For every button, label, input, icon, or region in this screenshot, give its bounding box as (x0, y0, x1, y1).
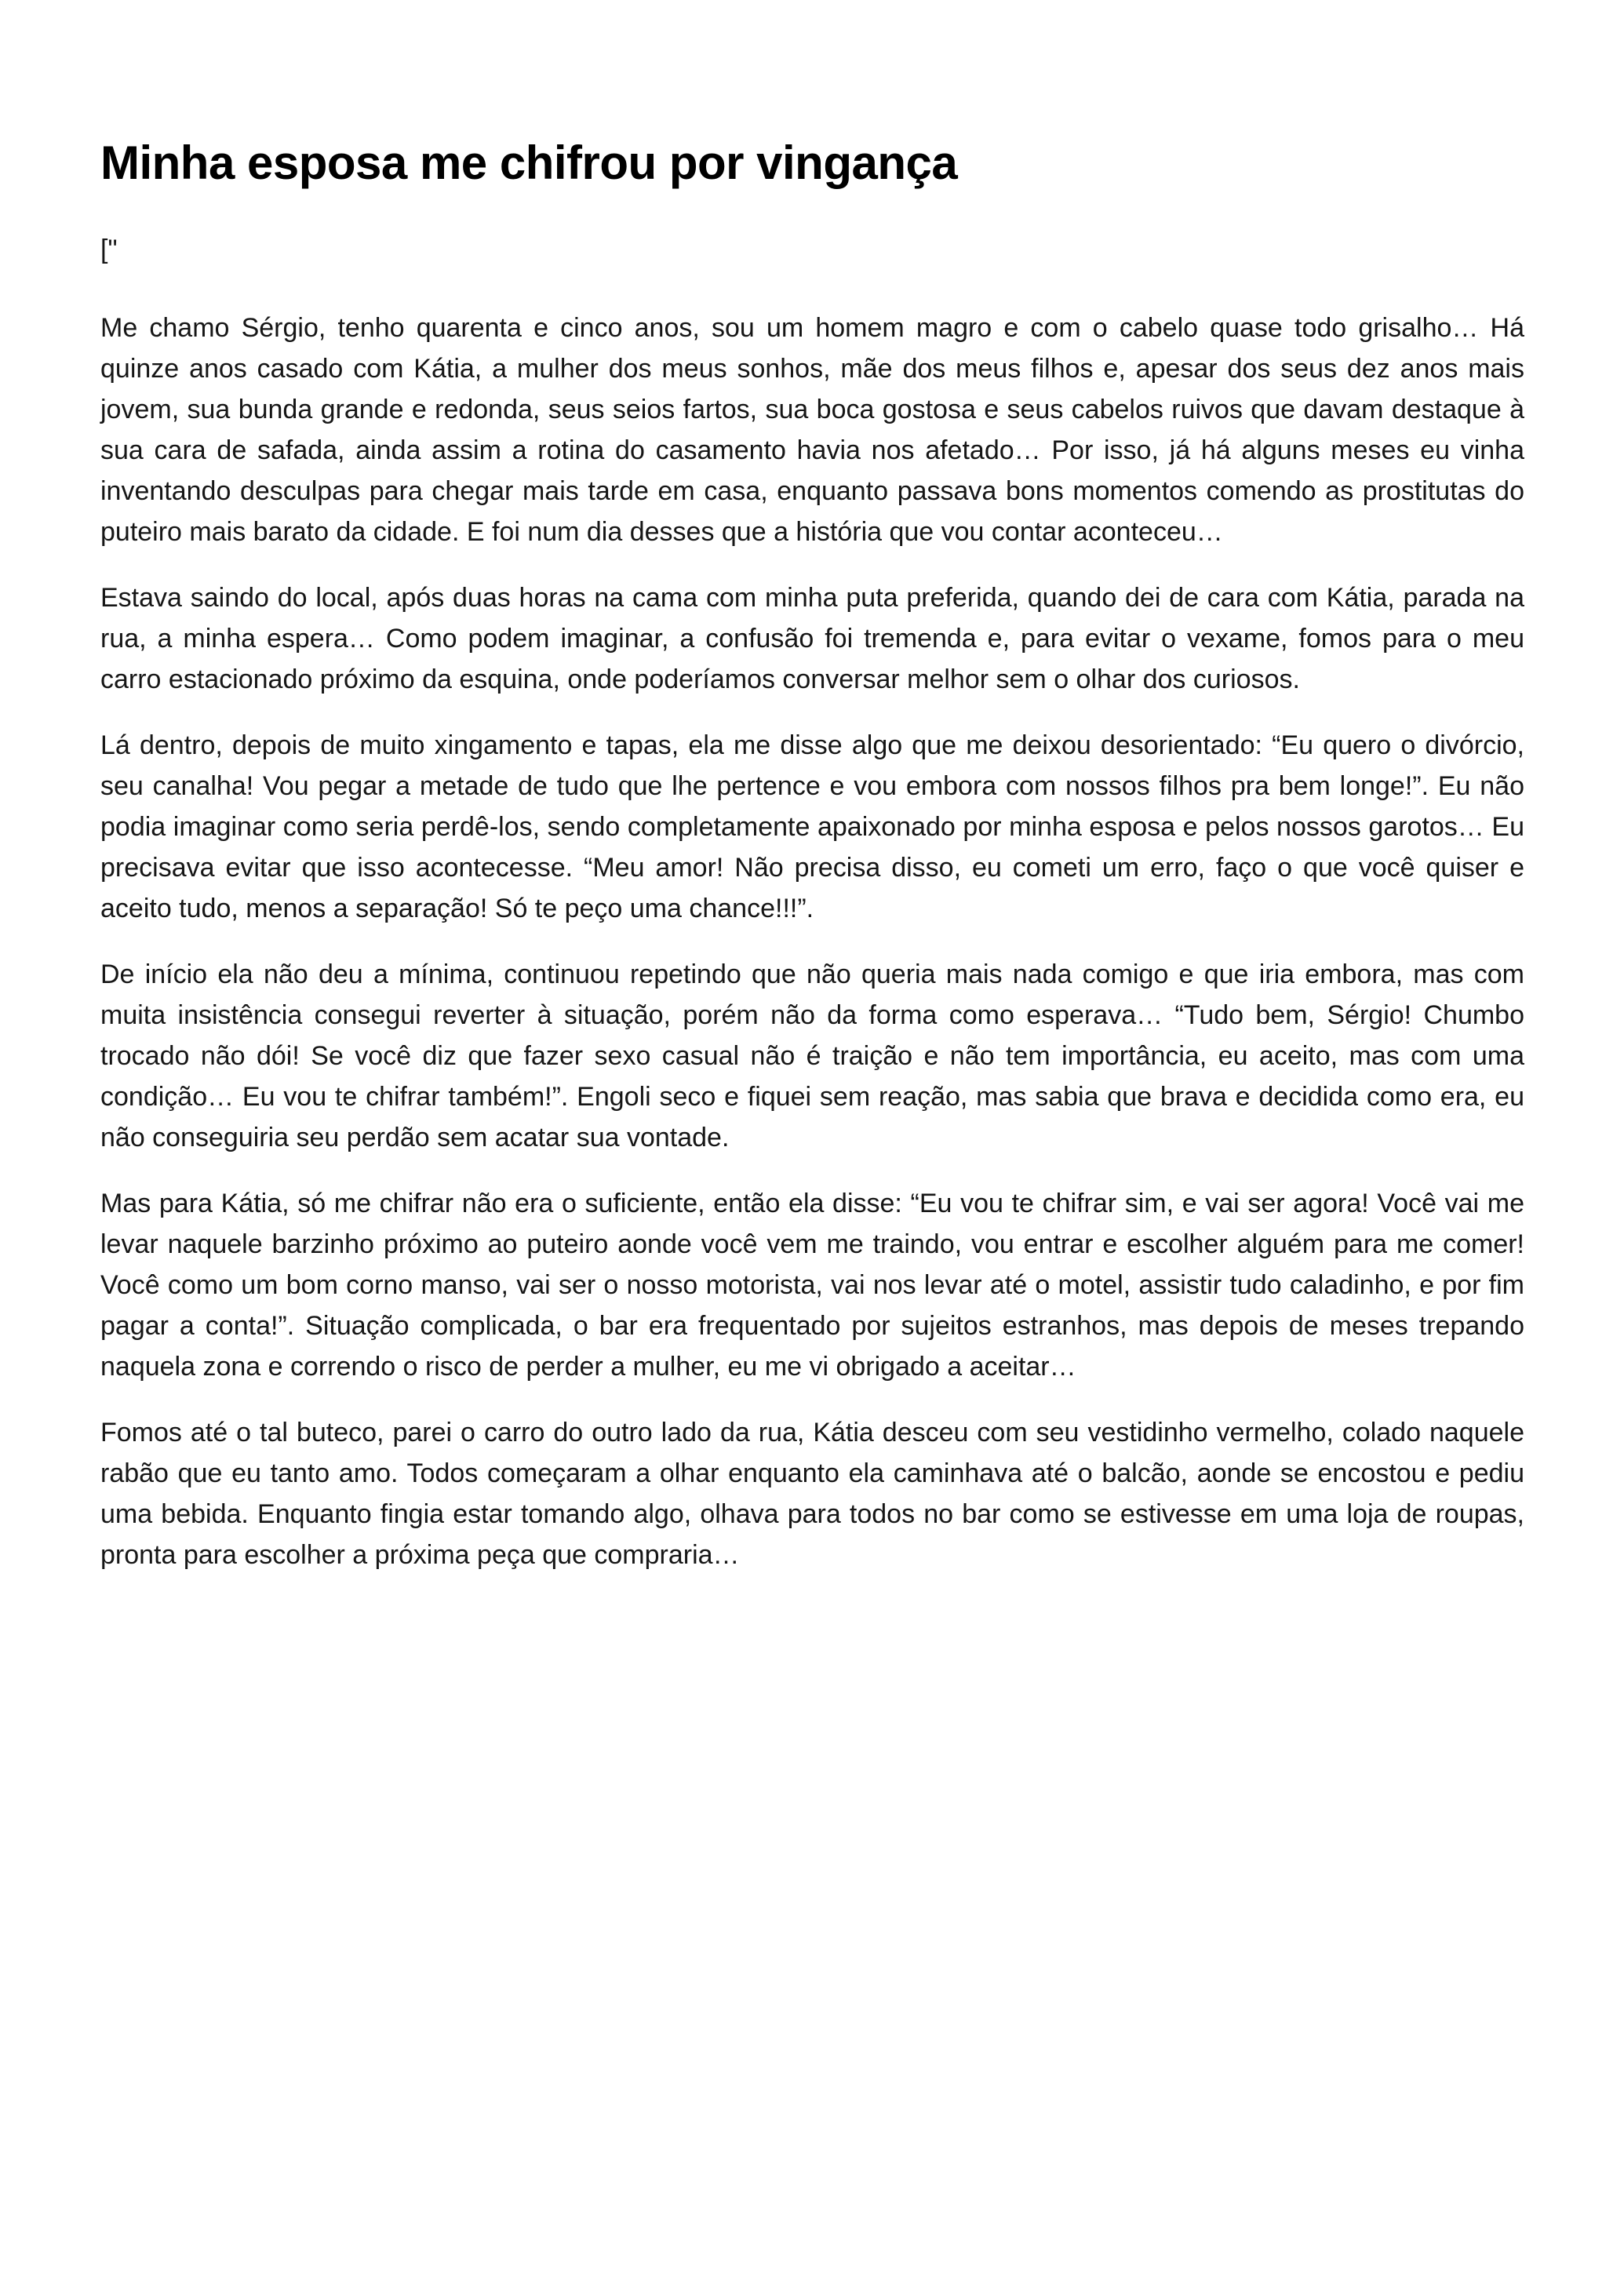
story-paragraph: Estava saindo do local, após duas horas na cama com minha puta preferida, quando dei de cara com Kátia, parada na rua, a minha espera… Como podem imaginar, a confusão foi tremenda e, para evitar o vexame, fomos para o meu carro estacionado próximo da esquina, onde poderíamos conversar melhor sem o olhar dos curiosos. (100, 583, 1524, 694)
story-paragraph: Fomos até o tal buteco, parei o carro do outro lado da rua, Kátia desceu com seu vestidinho vermelho, colado naquele rabão que eu tanto amo. Todos começaram a olhar enquanto ela caminhava até o balcão, aonde se encostou e pediu uma bebida. Enquanto fingia estar tomando algo, olhava para todos no bar como se estivesse em uma loja de roupas, pronta para escolher a próxima peça que compraria… (100, 1418, 1524, 1570)
opening-bracket-fragment: [" (100, 235, 118, 264)
story-paragraph: Me chamo Sérgio, tenho quarenta e cinco anos, sou um homem magro e com o cabelo quase todo grisalho… Há quinze anos casado com Kátia, a mulher dos meus sonhos, mãe dos meus filhos e, apesar dos seus dez anos mais jovem, sua bunda grande e redonda, seus seios fartos, sua boca gostosa e seus cabelos ruivos que davam destaque à sua cara de safada, ainda assim a rotina do casamento havia nos afetado… Por isso, já há alguns meses eu vinha inventando desculpas para chegar mais tarde em casa, enquanto passava bons momentos comendo as prostitutas do puteiro mais barato da cidade. E foi num dia desses que a história que vou contar aconteceu… (100, 313, 1524, 547)
story-paragraph: De início ela não deu a mínima, continuou repetindo que não queria mais nada comigo e que iria embora, mas com muita insistência consegui reverter à situação, porém não da forma como esperava… “Tudo bem, Sérgio! Chumbo trocado não dói! Se você diz que fazer sexo casual não é traição e não tem importância, eu aceito, mas com uma condição… Eu vou te chifrar também!”. Engoli seco e fiquei sem reação, mas sabia que brava e decidida como era, eu não conseguiria seu perdão sem acatar sua vontade. (100, 959, 1524, 1152)
story-paragraph: Lá dentro, depois de muito xingamento e tapas, ela me disse algo que me deixou desorientado: “Eu quero o divórcio, seu canalha! Vou pegar a metade de tudo que lhe pertence e vou embora com nossos filhos pra bem longe!”. Eu não podia imaginar como seria perdê-los, sendo completamente apaixonado por minha esposa e pelos nossos garotos… Eu precisava evitar que isso acontecesse. “Meu amor! Não precisa disso, eu cometi um erro, faço o que você quiser e aceito tudo, menos a separação! Só te peço uma chance!!!”. (100, 730, 1524, 923)
story-title: Minha esposa me chifrou por vingança (100, 137, 958, 189)
story-paragraph: Mas para Kátia, só me chifrar não era o suficiente, então ela disse: “Eu vou te chifrar sim, e vai ser agora! Você vai me levar naquele barzinho próximo ao puteiro aonde você vem me traindo, vou entrar e escolher alguém para me comer! Você como um bom corno manso, vai ser o nosso motorista, vai nos levar até o motel, assistir tudo caladinho, e por fim pagar a conta!”. Situação complicada, o bar era frequentado por sujeitos estranhos, mas depois de meses trepando naquela zona e correndo o risco de perder a mulher, eu me vi obrigado a aceitar… (100, 1189, 1524, 1382)
